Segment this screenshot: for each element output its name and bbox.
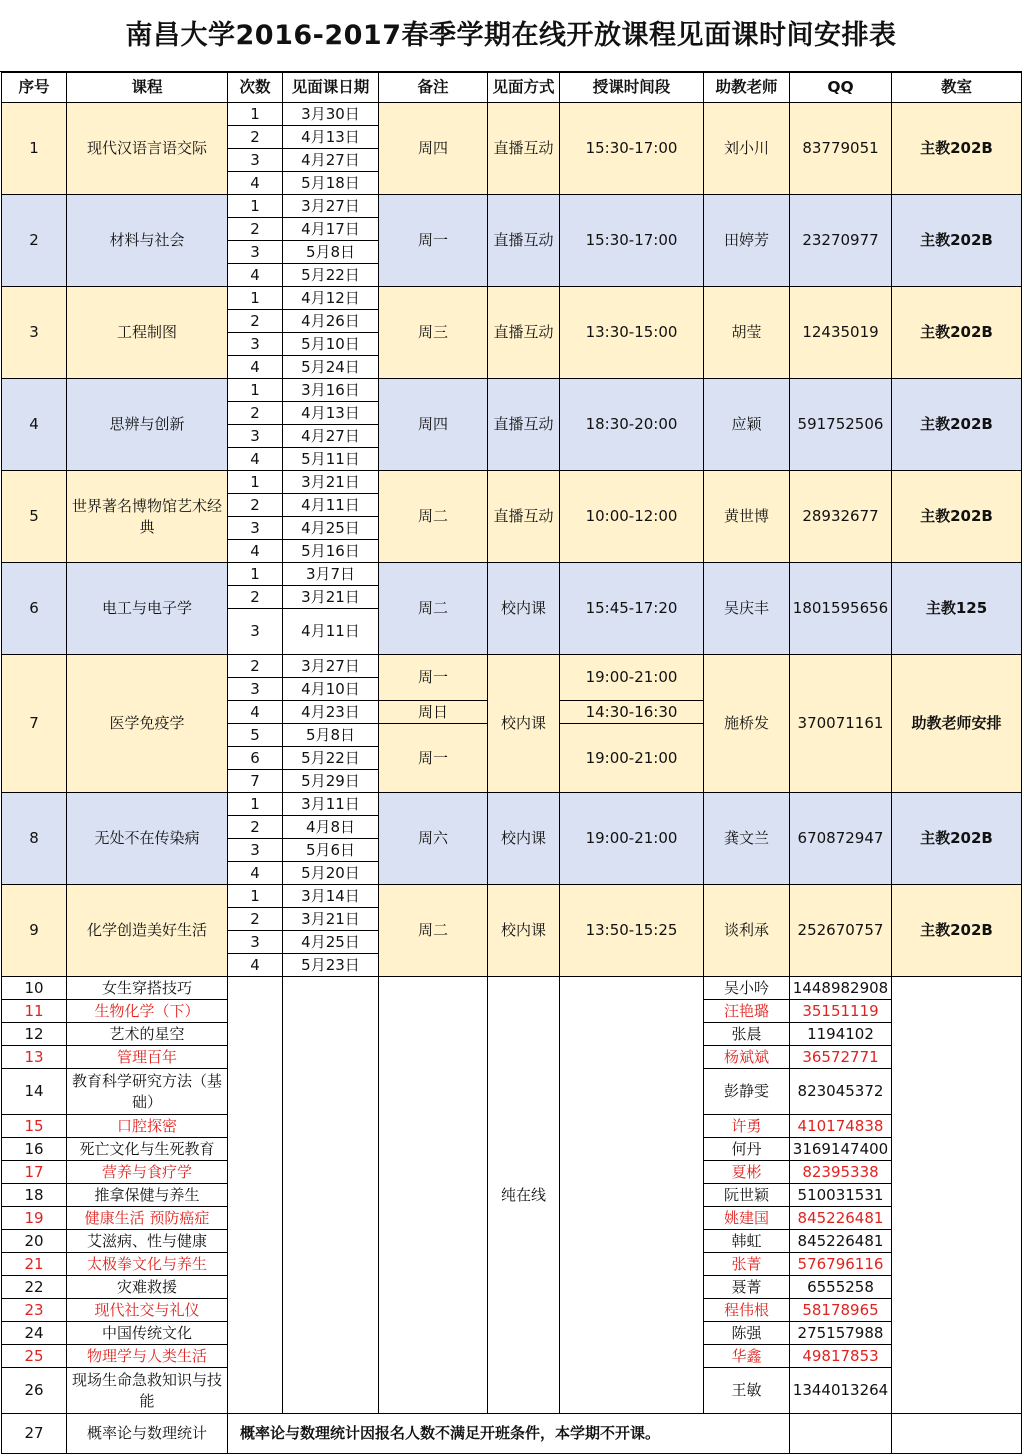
classroom: 主教202B: [892, 471, 1022, 563]
session-number: [228, 977, 283, 1414]
ta-name: 彭静雯: [704, 1069, 790, 1115]
time-slot: 19:00-21:00: [560, 793, 704, 885]
table-row: [2, 1414, 1022, 1454]
schedule-table: [1, 72, 1022, 1454]
header-cell: 助教老师: [704, 73, 790, 103]
ta-name: 何丹: [704, 1138, 790, 1161]
session-number: 2: [228, 586, 283, 609]
session-date: 4月27日: [283, 425, 379, 448]
session-date: 4月25日: [283, 931, 379, 954]
session-number: 2: [228, 310, 283, 333]
course-name: 医学免疫学: [67, 655, 228, 793]
header-cell: 课程: [67, 73, 228, 103]
course-id: 12: [2, 1023, 67, 1046]
qq-number: 845226481: [790, 1230, 892, 1253]
course-id: 14: [2, 1069, 67, 1115]
course-id: 22: [2, 1276, 67, 1299]
meeting-mode: 校内课: [488, 793, 560, 885]
course-name: 电工与电子学: [67, 563, 228, 655]
qq-number: 58178965: [790, 1299, 892, 1322]
meeting-mode: 校内课: [488, 655, 560, 793]
classroom: [892, 977, 1022, 1414]
ta-name: 汪艳璐: [704, 1000, 790, 1023]
classroom: 助教老师安排: [892, 655, 1022, 793]
table-row: [2, 103, 1022, 126]
qq-number: 6555258: [790, 1276, 892, 1299]
header-cell: 序号: [2, 73, 67, 103]
session-date: 4月13日: [283, 126, 379, 149]
classroom: 主教202B: [892, 885, 1022, 977]
session-date: 5月24日: [283, 356, 379, 379]
session-date: 4月23日: [283, 701, 379, 724]
time-slot: 15:30-17:00: [560, 195, 704, 287]
qq-number: 82395338: [790, 1161, 892, 1184]
course-name: 化学创造美好生活: [67, 885, 228, 977]
ta-name: 姚建国: [704, 1207, 790, 1230]
time-slot: 15:45-17:20: [560, 563, 704, 655]
ta-name: 杨斌斌: [704, 1046, 790, 1069]
session-date: 4月17日: [283, 218, 379, 241]
session-number: 7: [228, 770, 283, 793]
qq-number: 36572771: [790, 1046, 892, 1069]
ta-name: 张菁: [704, 1253, 790, 1276]
weekday-note: 周一: [379, 724, 488, 793]
course-id: 1: [2, 103, 67, 195]
session-number: 1: [228, 563, 283, 586]
ta-name: 田婷芳: [704, 195, 790, 287]
time-slot: 15:30-17:00: [560, 103, 704, 195]
session-date: 5月6日: [283, 839, 379, 862]
session-number: 1: [228, 103, 283, 126]
session-date: 5月22日: [283, 264, 379, 287]
course-name: 太极拳文化与养生: [67, 1253, 228, 1276]
session-date: 5月16日: [283, 540, 379, 563]
ta-name: 阮世颖: [704, 1184, 790, 1207]
session-date: 4月11日: [283, 609, 379, 655]
session-number: 2: [228, 402, 283, 425]
course-name: 概率论与数理统计: [67, 1414, 228, 1454]
course-name: 口腔探密: [67, 1115, 228, 1138]
session-number: 2: [228, 655, 283, 678]
header-row: [2, 73, 1022, 103]
table-row: [2, 287, 1022, 310]
course-name: 材料与社会: [67, 195, 228, 287]
qq-number: 591752506: [790, 379, 892, 471]
header-cell: 见面课日期: [283, 73, 379, 103]
time-slot: 19:00-21:00: [560, 655, 704, 701]
session-number: 4: [228, 954, 283, 977]
weekday-note: 周三: [379, 287, 488, 379]
course-name: 世界著名博物馆艺术经典: [67, 471, 228, 563]
course-id: 24: [2, 1322, 67, 1345]
session-number: 1: [228, 379, 283, 402]
header-cell: 教室: [892, 73, 1022, 103]
ta-name: 王敏: [704, 1368, 790, 1414]
course-name: 现场生命急救知识与技能: [67, 1368, 228, 1414]
session-number: 3: [228, 678, 283, 701]
header-cell: 备注: [379, 73, 488, 103]
session-date: 3月21日: [283, 908, 379, 931]
session-number: 4: [228, 540, 283, 563]
qq-number: 1801595656: [790, 563, 892, 655]
session-number: 2: [228, 218, 283, 241]
session-date: 5月8日: [283, 241, 379, 264]
ta-name: 谈利承: [704, 885, 790, 977]
course-id: 21: [2, 1253, 67, 1276]
course-id: 23: [2, 1299, 67, 1322]
meeting-mode: 直播互动: [488, 195, 560, 287]
session-number: 2: [228, 908, 283, 931]
table-row: [2, 195, 1022, 218]
session-date: 4月13日: [283, 402, 379, 425]
ta-name: 刘小川: [704, 103, 790, 195]
meeting-mode: 校内课: [488, 885, 560, 977]
header-cell: 授课时间段: [560, 73, 704, 103]
session-date: 5月23日: [283, 954, 379, 977]
course-id: 6: [2, 563, 67, 655]
ta-name: 程伟根: [704, 1299, 790, 1322]
session-date: [283, 977, 379, 1414]
qq-number: 823045372: [790, 1069, 892, 1115]
course-id: 19: [2, 1207, 67, 1230]
classroom: 主教125: [892, 563, 1022, 655]
course-name: 死亡文化与生死教育: [67, 1138, 228, 1161]
session-date: 5月20日: [283, 862, 379, 885]
session-date: 3月11日: [283, 793, 379, 816]
header-cell: 见面方式: [488, 73, 560, 103]
weekday-note: 周一: [379, 195, 488, 287]
time-slot: 14:30-16:30: [560, 701, 704, 724]
course-name: 无处不在传染病: [67, 793, 228, 885]
session-number: 3: [228, 517, 283, 540]
session-date: 3月27日: [283, 195, 379, 218]
ta-name: 龚文兰: [704, 793, 790, 885]
session-number: 4: [228, 172, 283, 195]
qq-number: 12435019: [790, 287, 892, 379]
classroom: 主教202B: [892, 103, 1022, 195]
classroom: 主教202B: [892, 287, 1022, 379]
course-id: 4: [2, 379, 67, 471]
session-date: 3月14日: [283, 885, 379, 908]
session-number: 3: [228, 425, 283, 448]
ta-name: 聂菁: [704, 1276, 790, 1299]
classroom: 主教202B: [892, 793, 1022, 885]
ta-name: 胡莹: [704, 287, 790, 379]
course-id: 25: [2, 1345, 67, 1368]
qq-number: 49817853: [790, 1345, 892, 1368]
course-name: 思辨与创新: [67, 379, 228, 471]
course-id: 27: [2, 1414, 67, 1454]
session-number: 3: [228, 333, 283, 356]
weekday-note: 周日: [379, 701, 488, 724]
course-name: 女生穿搭技巧: [67, 977, 228, 1000]
ta-name: 应颖: [704, 379, 790, 471]
course-name: 营养与食疗学: [67, 1161, 228, 1184]
table-row: [2, 655, 1022, 678]
ta-name: 韩虹: [704, 1230, 790, 1253]
course-name: 现代社交与礼仪: [67, 1299, 228, 1322]
weekday-note: [379, 977, 488, 1414]
time-slot: 10:00-12:00: [560, 471, 704, 563]
meeting-mode: 纯在线: [488, 977, 560, 1414]
qq-number: [790, 1414, 892, 1454]
qq-number: 1344013264: [790, 1368, 892, 1414]
course-name: 教育科学研究方法（基础）: [67, 1069, 228, 1115]
qq-number: 3169147400: [790, 1138, 892, 1161]
ta-name: 许勇: [704, 1115, 790, 1138]
weekday-note: 周二: [379, 563, 488, 655]
session-number: 3: [228, 149, 283, 172]
course-name: 艾滋病、性与健康: [67, 1230, 228, 1253]
meeting-mode: 校内课: [488, 563, 560, 655]
time-slot: [560, 977, 704, 1414]
session-number: 2: [228, 126, 283, 149]
page-title: 南昌大学2016-2017春季学期在线开放课程见面课时间安排表: [0, 0, 1022, 72]
ta-name: 黄世博: [704, 471, 790, 563]
ta-name: 夏彬: [704, 1161, 790, 1184]
session-date: 3月16日: [283, 379, 379, 402]
qq-number: 35151119: [790, 1000, 892, 1023]
session-date: 3月21日: [283, 586, 379, 609]
session-date: 4月26日: [283, 310, 379, 333]
session-number: 4: [228, 448, 283, 471]
ta-name: 吴小吟: [704, 977, 790, 1000]
session-number: 3: [228, 839, 283, 862]
course-id: 16: [2, 1138, 67, 1161]
qq-number: 576796116: [790, 1253, 892, 1276]
session-date: 4月11日: [283, 494, 379, 517]
session-date: 3月27日: [283, 655, 379, 678]
qq-number: 28932677: [790, 471, 892, 563]
session-number: 3: [228, 241, 283, 264]
session-date: 5月11日: [283, 448, 379, 471]
time-slot: 19:00-21:00: [560, 724, 704, 793]
session-number: 2: [228, 494, 283, 517]
time-slot: 18:30-20:00: [560, 379, 704, 471]
table-row: [2, 885, 1022, 908]
session-number: 2: [228, 816, 283, 839]
cancel-note: 概率论与数理统计因报名人数不满足开班条件，本学期不开课。: [228, 1414, 790, 1454]
course-name: 管理百年: [67, 1046, 228, 1069]
time-slot: 13:30-15:00: [560, 287, 704, 379]
course-id: 5: [2, 471, 67, 563]
header-cell: QQ: [790, 73, 892, 103]
session-number: 4: [228, 356, 283, 379]
session-number: 4: [228, 862, 283, 885]
session-date: 4月8日: [283, 816, 379, 839]
header-cell: 次数: [228, 73, 283, 103]
session-date: 4月27日: [283, 149, 379, 172]
course-id: 20: [2, 1230, 67, 1253]
ta-name: 华鑫: [704, 1345, 790, 1368]
session-date: 4月12日: [283, 287, 379, 310]
course-id: 17: [2, 1161, 67, 1184]
table-row: [2, 977, 1022, 1000]
qq-number: 370071161: [790, 655, 892, 793]
course-id: 8: [2, 793, 67, 885]
ta-name: 张晨: [704, 1023, 790, 1046]
weekday-note: 周六: [379, 793, 488, 885]
course-id: 2: [2, 195, 67, 287]
course-id: 11: [2, 1000, 67, 1023]
weekday-note: 周四: [379, 379, 488, 471]
session-number: 1: [228, 287, 283, 310]
meeting-mode: 直播互动: [488, 379, 560, 471]
session-number: 4: [228, 264, 283, 287]
qq-number: 410174838: [790, 1115, 892, 1138]
session-date: 5月22日: [283, 747, 379, 770]
qq-number: 670872947: [790, 793, 892, 885]
course-id: 15: [2, 1115, 67, 1138]
session-date: 3月7日: [283, 563, 379, 586]
course-id: 10: [2, 977, 67, 1000]
course-id: 3: [2, 287, 67, 379]
session-number: 4: [228, 701, 283, 724]
qq-number: 252670757: [790, 885, 892, 977]
qq-number: 845226481: [790, 1207, 892, 1230]
session-date: 5月8日: [283, 724, 379, 747]
weekday-note: 周一: [379, 655, 488, 701]
table-row: [2, 379, 1022, 402]
session-date: 3月21日: [283, 471, 379, 494]
session-number: 6: [228, 747, 283, 770]
classroom: [892, 1414, 1022, 1454]
course-id: 18: [2, 1184, 67, 1207]
session-date: 4月10日: [283, 678, 379, 701]
course-name: 生物化学（下）: [67, 1000, 228, 1023]
session-date: 5月29日: [283, 770, 379, 793]
qq-number: 1194102: [790, 1023, 892, 1046]
ta-name: 陈强: [704, 1322, 790, 1345]
time-slot: 13:50-15:25: [560, 885, 704, 977]
qq-number: 510031531: [790, 1184, 892, 1207]
classroom: 主教202B: [892, 195, 1022, 287]
weekday-note: 周二: [379, 885, 488, 977]
session-number: 1: [228, 793, 283, 816]
session-date: 4月25日: [283, 517, 379, 540]
table-row: [2, 563, 1022, 586]
course-name: 灾难救援: [67, 1276, 228, 1299]
ta-name: 施桥发: [704, 655, 790, 793]
qq-number: 83779051: [790, 103, 892, 195]
session-number: 5: [228, 724, 283, 747]
meeting-mode: 直播互动: [488, 471, 560, 563]
qq-number: 1448982908: [790, 977, 892, 1000]
session-number: 3: [228, 931, 283, 954]
course-id: 7: [2, 655, 67, 793]
table-row: [2, 471, 1022, 494]
session-number: 1: [228, 471, 283, 494]
course-id: 26: [2, 1368, 67, 1414]
weekday-note: 周二: [379, 471, 488, 563]
session-date: 3月30日: [283, 103, 379, 126]
session-number: 3: [228, 609, 283, 655]
course-name: 物理学与人类生活: [67, 1345, 228, 1368]
meeting-mode: 直播互动: [488, 103, 560, 195]
qq-number: 23270977: [790, 195, 892, 287]
course-id: 9: [2, 885, 67, 977]
session-date: 5月10日: [283, 333, 379, 356]
weekday-note: 周四: [379, 103, 488, 195]
meeting-mode: 直播互动: [488, 287, 560, 379]
session-number: 1: [228, 195, 283, 218]
classroom: 主教202B: [892, 379, 1022, 471]
ta-name: 吴庆丰: [704, 563, 790, 655]
course-name: 艺术的星空: [67, 1023, 228, 1046]
table-row: [2, 793, 1022, 816]
session-number: 1: [228, 885, 283, 908]
session-date: 5月18日: [283, 172, 379, 195]
course-name: 推拿保健与养生: [67, 1184, 228, 1207]
course-name: 现代汉语言语交际: [67, 103, 228, 195]
course-name: 健康生活 预防癌症: [67, 1207, 228, 1230]
course-name: 中国传统文化: [67, 1322, 228, 1345]
course-name: 工程制图: [67, 287, 228, 379]
qq-number: 275157988: [790, 1322, 892, 1345]
course-id: 13: [2, 1046, 67, 1069]
